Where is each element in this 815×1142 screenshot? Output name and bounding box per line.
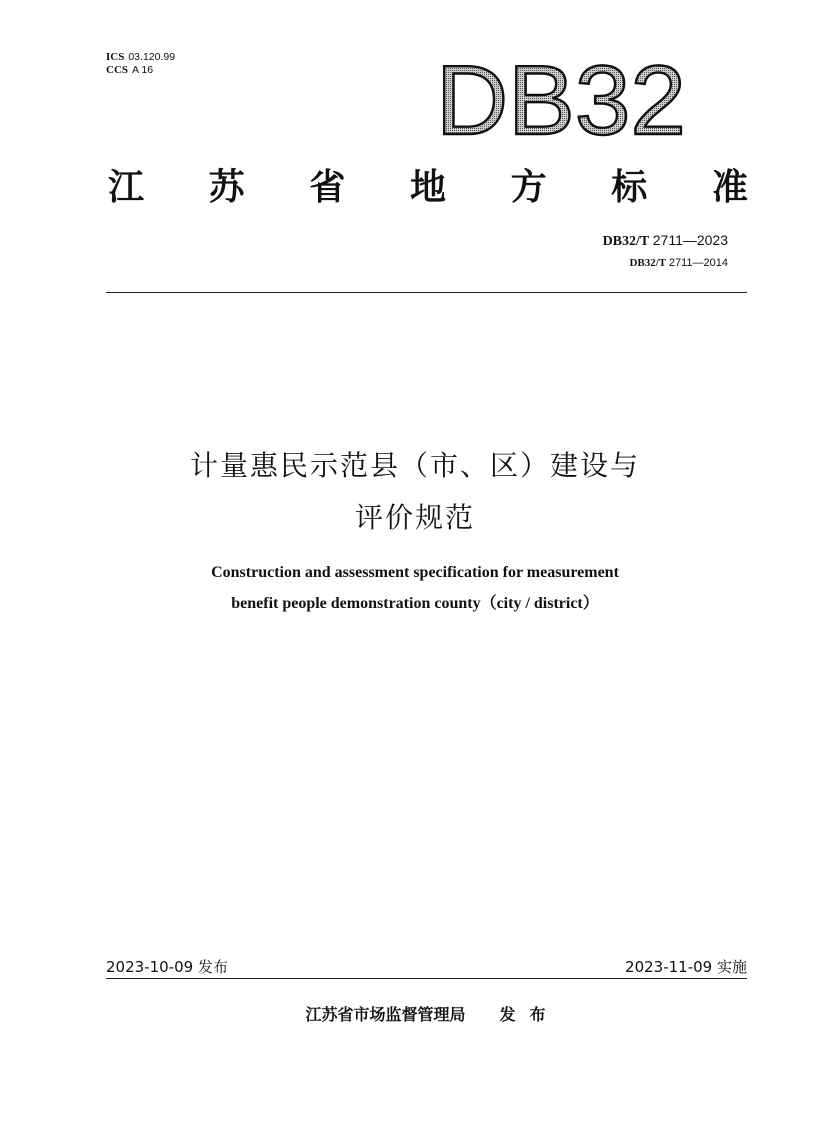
standard-number-code: 2711—2023 <box>652 232 728 248</box>
standard-number-prefix: DB32/T <box>602 234 650 249</box>
ics-label: ICS <box>106 51 125 63</box>
footer-divider <box>106 978 747 979</box>
header-divider <box>106 292 747 293</box>
title-en-line2: benefit people demonstration county（city / district） <box>231 595 599 612</box>
replaced-standard-number <box>629 257 728 269</box>
ics-line <box>106 51 175 64</box>
standard-type-char: 地 <box>409 166 446 208</box>
standard-type-char: 省 <box>309 166 346 208</box>
title-en-line1: Construction and assessment specification for measurement <box>211 564 619 581</box>
standard-type-char: 江 <box>108 166 145 208</box>
issuer-name: 江苏省市场监督管理局 <box>305 1005 466 1024</box>
ccs-line <box>106 64 153 77</box>
title-cn-line2: 评价规范 <box>354 501 475 534</box>
title-cn-line1: 计量惠民示范县（市、区）建设与 <box>189 449 640 482</box>
issuer <box>0 1002 815 1025</box>
publish-date: 2023-10-09 发布 <box>106 958 228 976</box>
replaced-number-prefix: DB32/T <box>629 257 667 269</box>
ccs-label: CCS <box>106 64 129 76</box>
ccs-code: A 16 <box>132 64 154 76</box>
db32-logo-text: DB32 <box>436 54 686 142</box>
db32-logo <box>434 54 694 142</box>
replaced-number-code: 2711—2014 <box>668 257 728 269</box>
standard-type-char: 准 <box>711 166 748 208</box>
implement-date: 2023-11-09 实施 <box>625 958 747 976</box>
standard-type-title <box>108 158 748 210</box>
standard-type-char: 标 <box>611 166 648 208</box>
issuer-action: 发布 <box>499 1005 560 1024</box>
standard-type-char: 苏 <box>208 166 245 208</box>
standard-number <box>603 232 728 250</box>
standard-type-char: 方 <box>510 166 547 208</box>
ics-code: 03.120.99 <box>128 51 176 63</box>
